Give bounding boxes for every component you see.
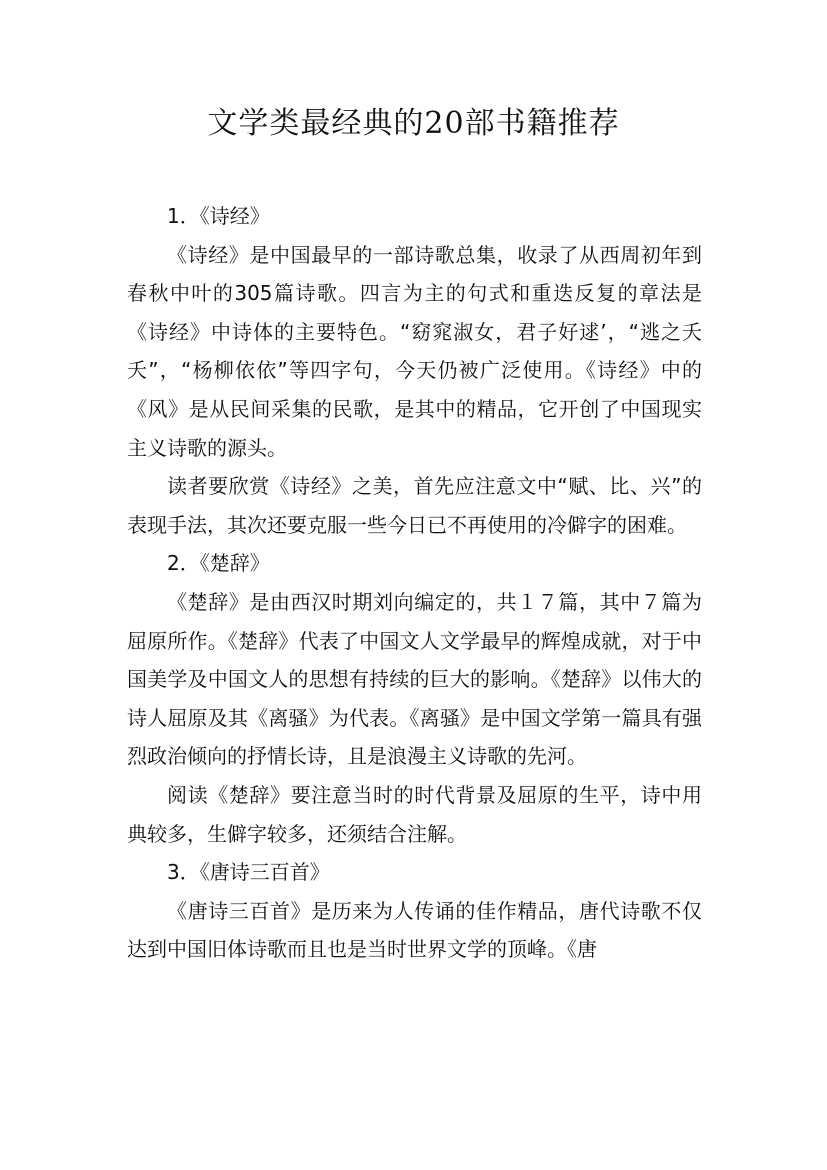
- section-heading-shijing: 1．《诗经》: [167, 204, 270, 228]
- document-title: 文学类最经典的20部书籍推荐: [207, 106, 620, 141]
- section-heading-tangshi: 3．《唐诗三百首》: [167, 860, 330, 885]
- paragraph-chuci-intro: 《楚辞》是由西汉时期刘向编定的，共１７篇，其中７篇为屈原所作。《楚辞》代表了中国文人文学最早的辉煌成就，对于中国美学及中国文人的思想有持续的巨大的影响。《楚辞》以伟大的诗人屈原及其《离骚》为代表。《离骚》是中国文学第一篇具有强烈政治倾向的抒情长诗，且是浪漫主义诗歌的先河。: [127, 589, 702, 769]
- paragraph-shijing-intro: 《诗经》是中国最早的一部诗歌总集，收录了从西周初年到春秋中叶的305篇诗歌。四言为主的句式和重迭反复的章法是《诗经》中诗体的主要特色。“窈窕淑女，君子好逑’，“逃之夭夭”，“杨柳依依”等四字句，今天仍被广泛使用。《诗经》中的《风》是从民间采集的民歌，是其中的精品，它开创了中国现实主义诗歌的源头。: [127, 242, 702, 460]
- section-heading-chuci: 2．《楚辞》: [167, 551, 270, 576]
- paragraph-shijing-reading: 读者要欣赏《诗经》之美，首先应注意文中“赋、比、兴”的表现手法，其次还要克服一些今日已不再使用的冷僻字的困难。: [127, 474, 702, 537]
- document-body: [127, 197, 702, 969]
- paragraph-tangshi-intro: 《唐诗三百首》是历来为人传诵的佳作精品，唐代诗歌不仅达到中国旧体诗歌而且也是当时世界文学的顶峰。《唐: [127, 898, 702, 962]
- paragraph-chuci-reading: 阅读《楚辞》要注意当时的时代背景及屈原的生平，诗中用典较多，生僻字较多，还须结合注解。: [127, 782, 702, 846]
